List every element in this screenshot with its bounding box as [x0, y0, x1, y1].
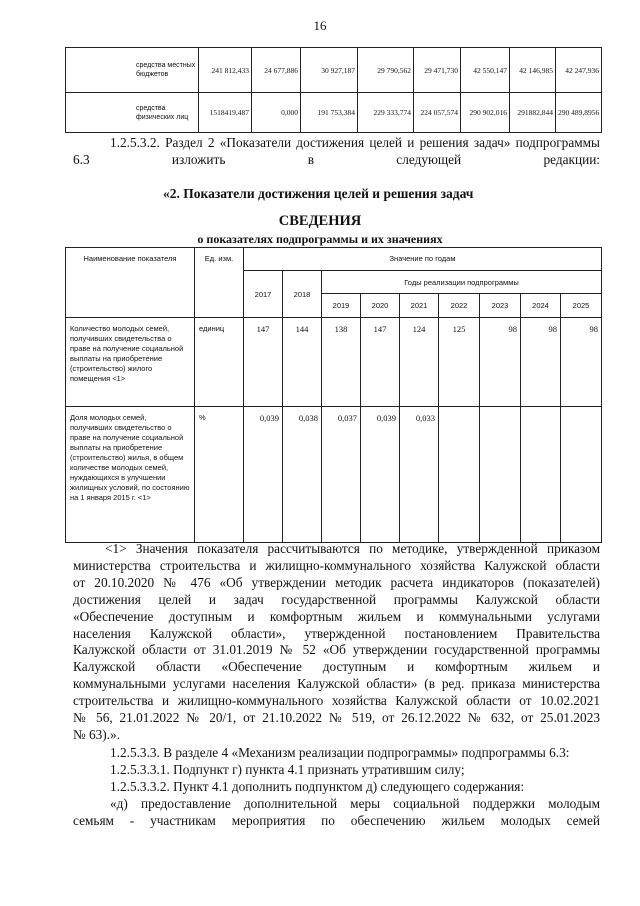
footnote-line: <1> Значения показателя рассчитываются по методике, утвержденной приказом	[105, 541, 600, 556]
footnote-line: № 63).».	[73, 726, 121, 742]
indicator-value: 98	[521, 318, 561, 407]
funding-cell: 290 902,016	[461, 93, 510, 133]
footnote-line: Калужской области от 31.01.2019 № 52 «Об утверждении государственной программы	[73, 642, 600, 658]
funding-row-label: средства местных бюджетов	[66, 48, 199, 93]
year-header: 2024	[521, 294, 561, 318]
funding-cell: 224 057,574	[414, 93, 461, 133]
funding-cell: 29 471,730	[414, 48, 461, 93]
funding-cell: 290 489,8956	[556, 93, 602, 133]
funding-cell: 42 247,936	[556, 48, 602, 93]
section-paragraph: 1.2.5.3.2. Раздел 2 «Показатели достижения целей и решения задач» подпрограммы 6.3 изложить в следующей редакции:	[73, 135, 600, 167]
indicator-value: 147	[361, 318, 400, 407]
table-row	[66, 318, 602, 407]
section-heading: «2. Показатели достижения целей и решения задач	[163, 186, 474, 201]
indicator-value	[521, 407, 561, 543]
table-row	[66, 407, 602, 543]
page-number: 16	[313, 18, 327, 33]
indicator-value: 144	[283, 318, 322, 407]
funding-cell: 291882,844	[510, 93, 556, 133]
funding-row-local	[66, 48, 602, 93]
funding-cell: 1518419,487	[199, 93, 252, 133]
header-indicator-name: Наименование показателя	[66, 248, 195, 318]
paragraph-line: 1.2.5.3.3. В разделе 4 «Механизм реализации подпрограммы» подпрограммы 6.3:	[110, 745, 570, 760]
footnote	[73, 541, 600, 744]
indicators-header-row	[66, 248, 602, 271]
funding-row-individuals	[66, 93, 602, 133]
footnote-line: строительства и жилищно-коммунального хозяйства Калужской области от 10.02.2021	[73, 693, 600, 709]
indicator-name: Количество молодых семей, получивших свидетельства о праве на получение социальной выплаты на приобретение (строительство) жилого помещения <1>	[66, 318, 195, 407]
footnote-line: коммунальными услугами населения Калужской области» (в ред. приказа министерства	[73, 676, 600, 692]
indicator-name: Доля молодых семей, получивших свидетельство о праве на получение социальной выплаты на приобретение (строительство) жилья, в общем количестве молодых семей, нуждающихся в улучшении жилищных условий, по состоянию на 1 января 2015 г. <1>	[66, 407, 195, 543]
footnote-line: населения Калужской области», утвержденной постановлением Правительства	[73, 625, 600, 641]
year-header: 2021	[400, 294, 439, 318]
year-header: 2023	[480, 294, 521, 318]
indicator-unit: единиц	[195, 318, 244, 407]
indicator-value: 0,037	[322, 407, 361, 543]
year-header: 2025	[561, 294, 602, 318]
indicator-value: 0,033	[400, 407, 439, 543]
paragraph-line: «д) предоставление дополнительной меры социальной поддержки молодым	[110, 795, 600, 811]
paragraph-line: 1.2.5.3.3.2. Пункт 4.1 дополнить подпунктом д) следующего содержания:	[110, 778, 525, 794]
indicator-value: 0,039	[244, 407, 283, 543]
funding-row-label: средства физических лиц	[66, 93, 199, 133]
indicator-value: 98	[480, 318, 521, 407]
indicator-unit: %	[195, 407, 244, 543]
footnote-line: Калужской области «Обеспечение доступным и комфортным жильем и	[73, 659, 600, 675]
funding-cell: 30 927,187	[301, 48, 358, 93]
paragraph-line: семьям - участникам мероприятия по обеспечению жильем молодых семей	[73, 812, 600, 828]
indicator-value: 124	[400, 318, 439, 407]
funding-cell: 241 812,433	[199, 48, 252, 93]
footnote-line: от 20.10.2020 № 476 «Об утверждении методик расчета индикаторов (показателей)	[73, 574, 600, 590]
header-unit: Ед. изм.	[195, 248, 244, 318]
indicator-value: 0,038	[283, 407, 322, 543]
indicator-value: 98	[561, 318, 602, 407]
funding-cell: 24 677,886	[252, 48, 301, 93]
year-header: 2017	[244, 271, 283, 318]
body-paragraphs	[73, 745, 600, 830]
indicator-value	[439, 407, 480, 543]
year-header: 2022	[439, 294, 480, 318]
header-years-group: Годы реализации подпрограммы	[322, 271, 602, 294]
funding-cell: 29 790,562	[358, 48, 414, 93]
footnote-line: министерства строительства и жилищно-коммунального хозяйства Калужской области	[73, 557, 600, 573]
footnote-line: «Обеспечение доступным и комфортным жильем и коммунальными услугами	[73, 608, 600, 624]
indicator-value: 147	[244, 318, 283, 407]
footnote-line: достижения целей и задач государственной программы Калужской области	[73, 591, 600, 607]
funding-cell: 42 550,147	[461, 48, 510, 93]
year-header: 2018	[283, 271, 322, 318]
funding-cell: 191 753,384	[301, 93, 358, 133]
year-header: 2020	[361, 294, 400, 318]
funding-table	[65, 47, 602, 133]
document-title: СВЕДЕНИЯ	[278, 213, 362, 229]
funding-cell: 0,000	[252, 93, 301, 133]
paragraph-line: 1.2.5.3.3.1. Подпункт г) пункта 4.1 признать утратившим силу;	[110, 761, 465, 777]
indicators-table	[65, 247, 602, 543]
footnote-line: № 56, 21.01.2022 № 20/1, от 21.10.2022 № 519, от 26.12.2022 № 632, от 25.01.2023	[73, 710, 600, 726]
indicator-value	[561, 407, 602, 543]
indicator-value	[480, 407, 521, 543]
document-subtitle: о показателях подпрограммы и их значениях	[197, 232, 443, 246]
indicator-value: 125	[439, 318, 480, 407]
indicator-value: 138	[322, 318, 361, 407]
year-header: 2019	[322, 294, 361, 318]
header-values-by-year: Значение по годам	[244, 248, 602, 271]
indicator-value: 0,039	[361, 407, 400, 543]
funding-cell: 42 146,985	[510, 48, 556, 93]
funding-cell: 229 333,774	[358, 93, 414, 133]
